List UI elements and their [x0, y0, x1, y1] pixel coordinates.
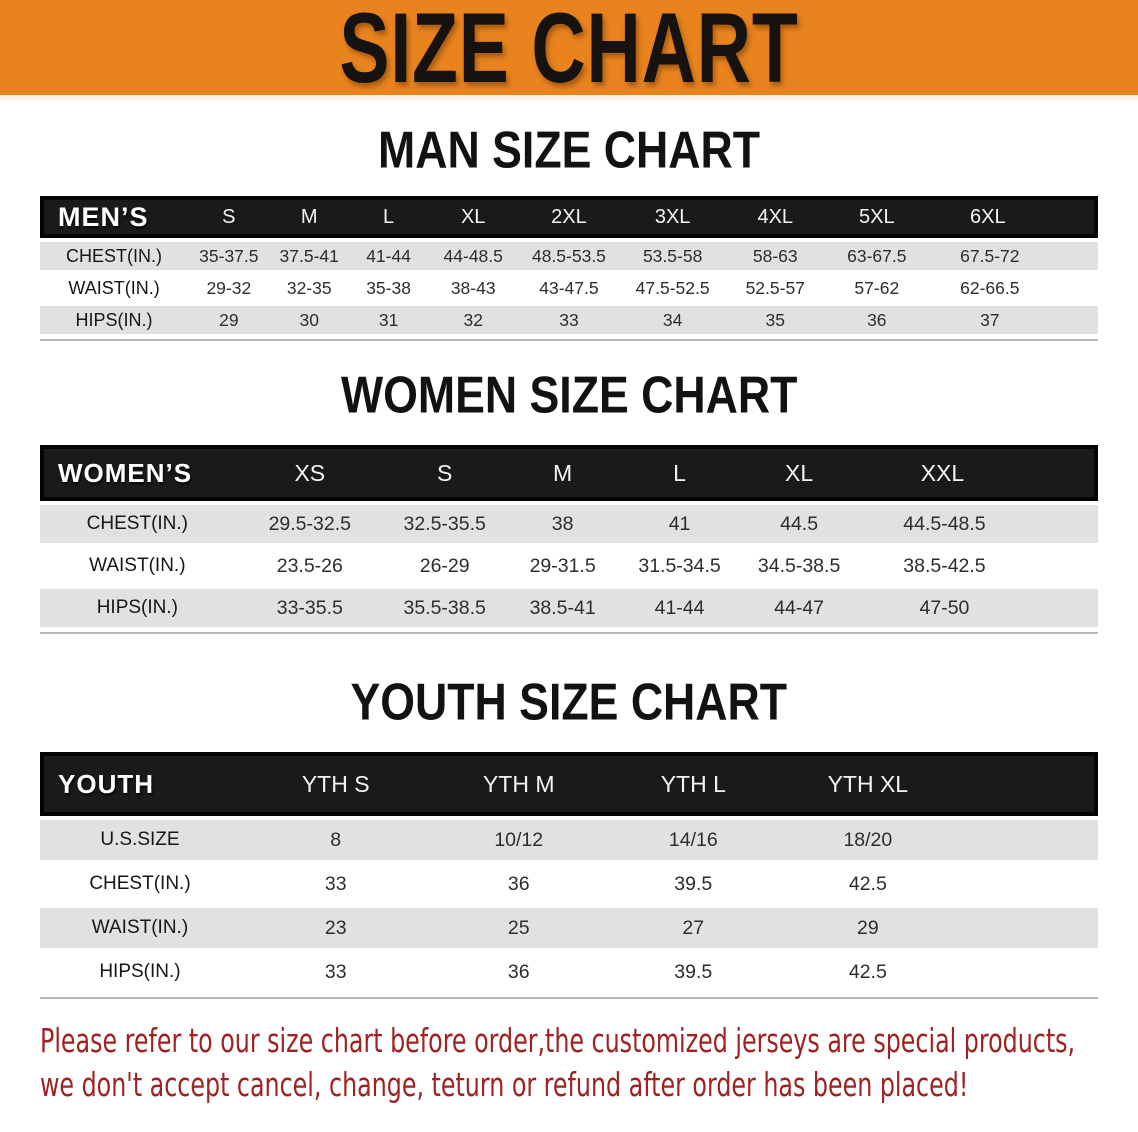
measurement-value: 44.5-48.5	[860, 505, 1098, 543]
measurement-value: 29-32	[188, 274, 269, 302]
measurement-value: 29-31.5	[504, 547, 620, 585]
measurement-value: 33	[518, 306, 620, 334]
measurement-value: 31.5-34.5	[621, 547, 738, 585]
size-column-header: YTH XL	[781, 752, 956, 816]
measurement-value: 62-66.5	[929, 274, 1098, 302]
measurement-value: 38-43	[428, 274, 518, 302]
youth-section-heading-text: YOUTH SIZE CHART	[350, 672, 788, 731]
measurement-value: 47.5-52.5	[620, 274, 726, 302]
measurement-value: 39.5	[606, 864, 781, 904]
size-column-header: S	[188, 196, 269, 238]
measurement-value: 37.5-41	[270, 242, 349, 270]
filler-cell	[955, 908, 1098, 948]
group-label: WOMEN’S	[40, 445, 235, 501]
measurement-value: 44-47	[738, 589, 860, 627]
women-size-table	[40, 441, 1098, 631]
measurement-value: 31	[349, 306, 428, 334]
measurement-value: 33-35.5	[235, 589, 385, 627]
size-column-header: S	[385, 445, 505, 501]
measurement-row	[40, 547, 1098, 585]
measurement-row	[40, 505, 1098, 543]
men-size-table-wrap	[40, 192, 1098, 338]
measurement-value: 36	[825, 306, 929, 334]
size-column-header: L	[349, 196, 428, 238]
measurement-value: 35-37.5	[188, 242, 269, 270]
measurement-row	[40, 589, 1098, 627]
measurement-value: 67.5-72	[929, 242, 1098, 270]
measurement-value: 29	[188, 306, 269, 334]
filler-cell	[955, 820, 1098, 860]
measurement-value: 32	[428, 306, 518, 334]
size-column-header: XL	[428, 196, 518, 238]
size-column-header: XS	[235, 445, 385, 501]
disclaimer-line-2: we don't accept cancel, change, teturn or refund after order has been placed!	[40, 1065, 969, 1104]
banner	[0, 0, 1138, 103]
size-column-header: YTH M	[431, 752, 606, 816]
measurement-value: 41	[621, 505, 738, 543]
measurement-value: 47-50	[860, 589, 1098, 627]
measurement-value: 58-63	[726, 242, 825, 270]
measurement-value: 14/16	[606, 820, 781, 860]
measurement-label: WAIST(IN.)	[40, 908, 240, 948]
measurement-value: 41-44	[349, 242, 428, 270]
measurement-row	[40, 274, 1098, 302]
youth-size-table-wrap	[40, 748, 1098, 996]
measurement-value: 34.5-38.5	[738, 547, 860, 585]
men-table-bottom-rule	[40, 339, 1098, 341]
size-column-header: YTH S	[240, 752, 431, 816]
size-column-header: YTH L	[606, 752, 781, 816]
size-column-header: 6XL	[929, 196, 1098, 238]
size-column-header: M	[504, 445, 620, 501]
size-header-row	[40, 752, 1098, 816]
measurement-label: CHEST(IN.)	[40, 242, 188, 270]
filler-cell	[955, 952, 1098, 992]
men-size-table	[40, 192, 1098, 338]
measurement-label: CHEST(IN.)	[40, 505, 235, 543]
measurement-value: 53.5-58	[620, 242, 726, 270]
measurement-value: 43-47.5	[518, 274, 620, 302]
measurement-label: HIPS(IN.)	[40, 952, 240, 992]
size-column-header: 4XL	[726, 196, 825, 238]
youth-section-heading	[0, 672, 1138, 731]
measurement-value: 26-29	[385, 547, 505, 585]
man-section-heading	[0, 120, 1138, 179]
measurement-value: 29	[781, 908, 956, 948]
measurement-label: HIPS(IN.)	[40, 589, 235, 627]
measurement-value: 33	[240, 952, 431, 992]
measurement-value: 30	[270, 306, 349, 334]
size-header-row	[40, 196, 1098, 238]
women-section-heading-text: WOMEN SIZE CHART	[340, 365, 798, 424]
measurement-value: 18/20	[781, 820, 956, 860]
measurement-value: 57-62	[825, 274, 929, 302]
measurement-value: 41-44	[621, 589, 738, 627]
size-header-row	[40, 445, 1098, 501]
measurement-value: 27	[606, 908, 781, 948]
youth-table-bottom-rule	[40, 997, 1098, 999]
measurement-label: CHEST(IN.)	[40, 864, 240, 904]
measurement-value: 42.5	[781, 864, 956, 904]
measurement-value: 44-48.5	[428, 242, 518, 270]
measurement-row	[40, 864, 1098, 904]
banner-title: SIZE CHART	[339, 0, 799, 103]
man-section-heading-text: MAN SIZE CHART	[378, 120, 760, 179]
size-column-header: 2XL	[518, 196, 620, 238]
measurement-value: 8	[240, 820, 431, 860]
size-column-header: XL	[738, 445, 860, 501]
measurement-value: 33	[240, 864, 431, 904]
measurement-value: 42.5	[781, 952, 956, 992]
measurement-value: 44.5	[738, 505, 860, 543]
measurement-value: 37	[929, 306, 1098, 334]
measurement-value: 36	[431, 952, 606, 992]
measurement-label: WAIST(IN.)	[40, 547, 235, 585]
measurement-value: 52.5-57	[726, 274, 825, 302]
measurement-value: 29.5-32.5	[235, 505, 385, 543]
measurement-value: 25	[431, 908, 606, 948]
measurement-row	[40, 952, 1098, 992]
size-column-header: 5XL	[825, 196, 929, 238]
measurement-value: 32-35	[270, 274, 349, 302]
women-section-heading	[0, 365, 1138, 424]
measurement-value: 34	[620, 306, 726, 334]
order-disclaimer	[40, 1019, 1138, 1107]
disclaimer-line-1: Please refer to our size chart before order,the customized jerseys are special products,	[40, 1021, 1076, 1060]
measurement-value: 10/12	[431, 820, 606, 860]
size-column-header: 3XL	[620, 196, 726, 238]
measurement-value: 63-67.5	[825, 242, 929, 270]
youth-size-table	[40, 748, 1098, 996]
size-column-header: XXL	[860, 445, 1098, 501]
filler-cell	[955, 864, 1098, 904]
measurement-value: 23.5-26	[235, 547, 385, 585]
measurement-row	[40, 306, 1098, 334]
size-column-header: M	[270, 196, 349, 238]
measurement-label: WAIST(IN.)	[40, 274, 188, 302]
measurement-row	[40, 908, 1098, 948]
measurement-value: 38	[504, 505, 620, 543]
measurement-value: 36	[431, 864, 606, 904]
filler-cell	[955, 752, 1098, 816]
measurement-value: 38.5-41	[504, 589, 620, 627]
measurement-value: 38.5-42.5	[860, 547, 1098, 585]
size-column-header: L	[621, 445, 738, 501]
measurement-value: 35-38	[349, 274, 428, 302]
women-size-table-wrap	[40, 441, 1098, 631]
measurement-row	[40, 242, 1098, 270]
measurement-value: 23	[240, 908, 431, 948]
measurement-label: U.S.SIZE	[40, 820, 240, 860]
measurement-value: 32.5-35.5	[385, 505, 505, 543]
measurement-value: 48.5-53.5	[518, 242, 620, 270]
group-label: YOUTH	[40, 752, 240, 816]
women-table-bottom-rule	[40, 632, 1098, 634]
group-label: MEN’S	[40, 196, 188, 238]
measurement-value: 35.5-38.5	[385, 589, 505, 627]
measurement-value: 39.5	[606, 952, 781, 992]
measurement-label: HIPS(IN.)	[40, 306, 188, 334]
measurement-value: 35	[726, 306, 825, 334]
measurement-row	[40, 820, 1098, 860]
